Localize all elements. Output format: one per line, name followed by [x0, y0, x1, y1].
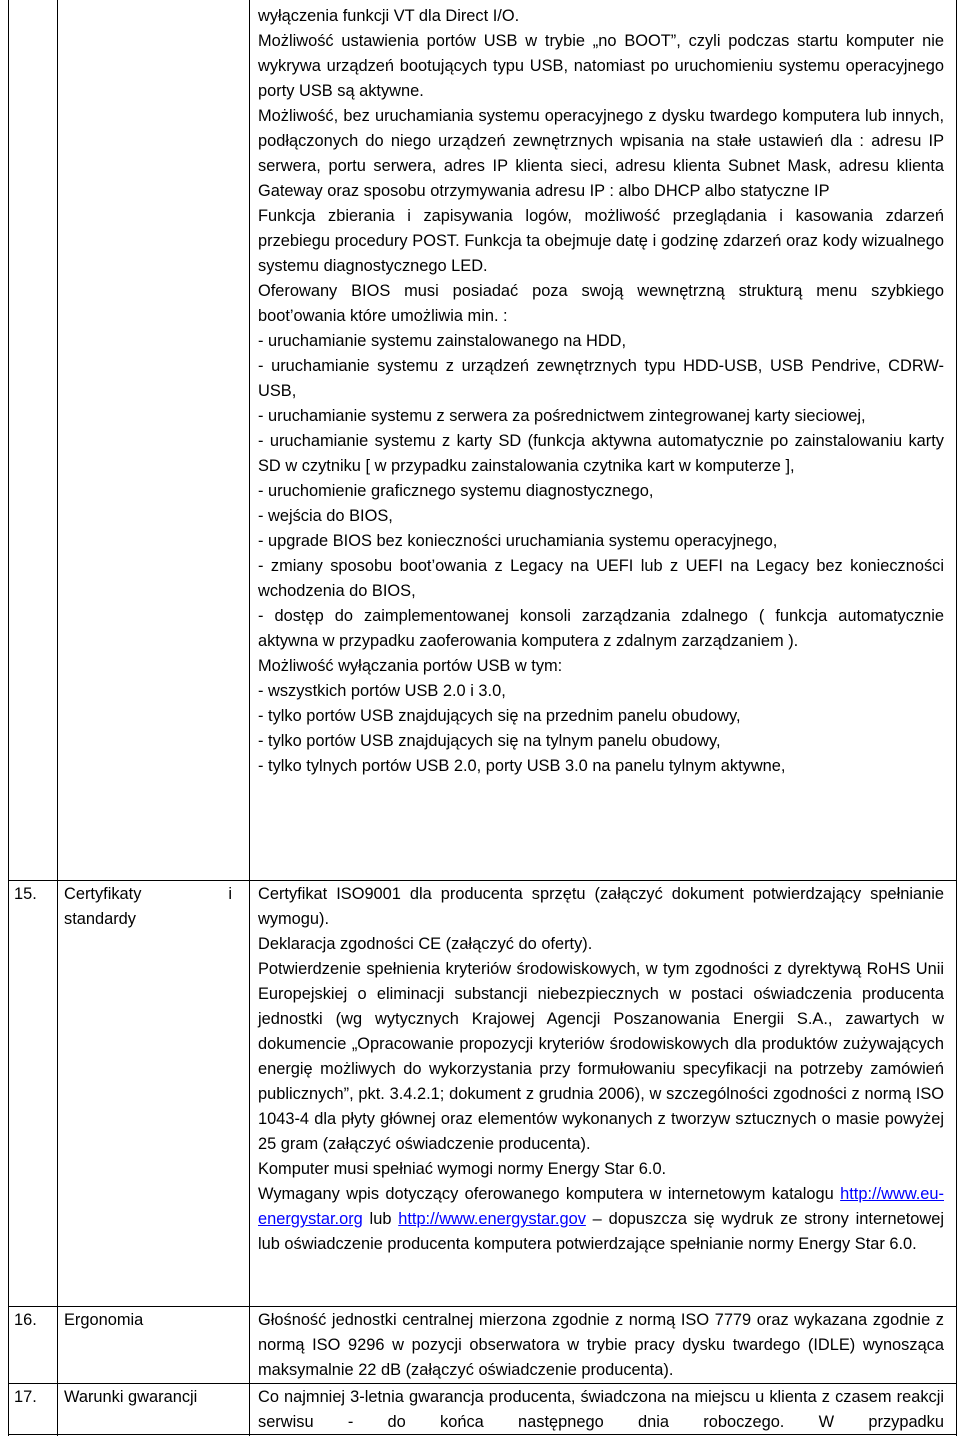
row-15-paragraph: Potwierdzenie spełnienia kryteriów środowiskowych, w tym zgodności z dyrektywą RoHS Unii Europejskiej o eliminacji substancji niebezpiecznych w postaci oświadczenia producenta jednostki (wg wytycznych Krajowej Agencji Poszanowania Energii S.A., zawartych w dokumencie „Opracowanie propozycji kryteriów środowiskowych dla produktów zużywających energię możliwych do wykorzystania przy formułowaniu specyfikacji na potrzeby zamówień publicznych”, pkt. 3.4.2.1; dokument z grudnia 2006), w szczególności zgodności z normą ISO 1043-4 dla płyty głównej oraz elementów wykonanych z tworzyw sztucznych o masie powyżej 25 gram (załączyć oświadczenie producenta).: [258, 960, 944, 1153]
row-14-paragraph: - wejścia do BIOS,: [258, 507, 393, 525]
row-17-description: [258, 1385, 944, 1435]
row-14-paragraph: - uruchamianie systemu z serwera za pośrednictwem zintegrowanej karty sieciowej,: [258, 407, 866, 425]
row-17-number: 17.: [14, 1388, 37, 1406]
row-15-paragraph-links: [258, 1182, 944, 1257]
eu-energystar-link[interactable]: http://www.eu-energystar.org: [258, 1185, 944, 1228]
row-14-paragraph: - zmiany sposobu boot’owania z Legacy na UEFI lub z UEFI na Legacy bez konieczności wchodzenia do BIOS,: [258, 557, 944, 600]
row-divider-15-16: [8, 1306, 957, 1307]
row-divider-16-17: [8, 1383, 957, 1384]
row-14-paragraph: wyłączenia funkcji VT dla Direct I/O.: [258, 7, 520, 25]
row-14-paragraph: Oferowany BIOS musi posiadać poza swoją wewnętrzną strukturą menu szybkiego boot’owania które umożliwia min. :: [258, 282, 944, 325]
row-16-paragraph: Głośność jednostki centralnej mierzona zgodnie z normą ISO 7779 oraz wykazana zgodnie z normą ISO 9296 w pozycji obserwatora w trybie pracy dysku twardego (IDLE) wynosząca maksymalnie 22 dB (załączyć oświadczenie producenta).: [258, 1311, 944, 1379]
row-15-name-word: Certyfikaty: [64, 885, 142, 903]
row-15-name-tail: i: [228, 885, 232, 903]
row-15-name-line2: standardy: [64, 910, 136, 928]
table-border-right: [956, 0, 957, 1436]
row-15-paragraph: Komputer musi spełniać wymogi normy Energy Star 6.0.: [258, 1160, 667, 1178]
column-divider-1: [57, 0, 58, 1436]
row-divider-14-15: [8, 880, 957, 881]
row-14-paragraph: - dostęp do zaimplementowanej konsoli zarządzania zdalnego ( funkcja automatycznie aktywna w przypadku zaoferowania komputera z zdalnym zarządzaniem ).: [258, 607, 944, 650]
row-14-paragraph: - tylko portów USB znajdujących się na przednim panelu obudowy,: [258, 707, 741, 725]
row-15-text: lub: [362, 1210, 399, 1228]
row-16-name: Ergonomia: [64, 1311, 144, 1329]
row-15-name: [64, 882, 232, 932]
row-15-paragraph: Certyfikat ISO9001 dla producenta sprzętu (załączyć dokument potwierdzający spełnianie wymogu).: [258, 885, 944, 928]
row-14-paragraph: Możliwość ustawienia portów USB w trybie „no BOOT”, czyli podczas startu komputer nie wykrywa urządzeń bootujących typu USB, natomiast po uruchomieniu systemu operacyjnego porty USB są aktywne.: [258, 32, 944, 100]
row-15-text: – dopuszcza się wydruk ze strony internetowej lub oświadczenie producenta komputera potwierdzające spełnianie normy Energy Star 6.0.: [258, 1210, 945, 1253]
row-14-paragraph: - tylko tylnych portów USB 2.0, porty USB 3.0 na panelu tylnym aktywne,: [258, 757, 786, 775]
row-14-paragraph: - upgrade BIOS bez konieczności uruchamiania systemu operacyjnego,: [258, 532, 778, 550]
energystar-gov-link[interactable]: http://www.energystar.gov: [398, 1210, 586, 1228]
row-14-paragraph: - uruchamianie systemu z karty SD (funkcja aktywna automatycznie po zainstalowaniu karty SD w czytniku [ w przypadku zainstalowania czytnika kart w komputerze ],: [258, 432, 944, 475]
row-14-paragraph: Funkcja zbierania i zapisywania logów, możliwość przeglądania i kasowania zdarzeń przebiegu procedury POST. Funkcja ta obejmuje datę i godzinę zdarzeń oraz kody wizualnego systemu diagnostycznego LED.: [258, 207, 944, 275]
row-17-name: Warunki gwarancji: [64, 1388, 198, 1406]
table-border-left: [8, 0, 9, 1436]
row-14-paragraph: Możliwość, bez uruchamiania systemu operacyjnego z dysku twardego komputera lub innych, podłączonych do niego urządzeń zewnętrznych wpisania na stałe ustawień dla : adresu IP serwera, portu serwera, adres IP klienta sieci, adresu klienta Subnet Mask, adresu klienta Gateway oraz sposobu otrzymywania adresu IP : albo DHCP albo statyczne IP: [258, 107, 944, 200]
row-14-paragraph: - uruchamianie systemu z urządzeń zewnętrznych typu HDD-USB, USB Pendrive, CDRW-USB,: [258, 357, 944, 400]
row-14-paragraph: - uruchamianie systemu zainstalowanego na HDD,: [258, 332, 627, 350]
row-14-paragraph: - uruchomienie graficznego systemu diagnostycznego,: [258, 482, 654, 500]
row-15-number: 15.: [14, 885, 37, 903]
row-17-paragraph: Co najmniej 3-letnia gwarancja producenta, świadczona na miejscu u klienta z czasem reakcji serwisu - do końca następnego dnia roboczego. W przypadku: [258, 1388, 944, 1431]
row-15-text: Wymagany wpis dotyczący oferowanego komputera w internetowym katalogu: [258, 1185, 841, 1203]
row-15-paragraph: Deklaracja zgodności CE (załączyć do oferty).: [258, 935, 593, 953]
row-16-description: [258, 1308, 944, 1383]
row-14-description: [258, 4, 944, 779]
row-16-number: 16.: [14, 1311, 37, 1329]
row-14-paragraph: - tylko portów USB znajdujących się na tylnym panelu obudowy,: [258, 732, 721, 750]
column-divider-2: [249, 0, 250, 1436]
row-14-paragraph: - wszystkich portów USB 2.0 i 3.0,: [258, 682, 506, 700]
row-15-description: [258, 882, 944, 1257]
row-14-paragraph: Możliwość wyłączania portów USB w tym:: [258, 657, 563, 675]
